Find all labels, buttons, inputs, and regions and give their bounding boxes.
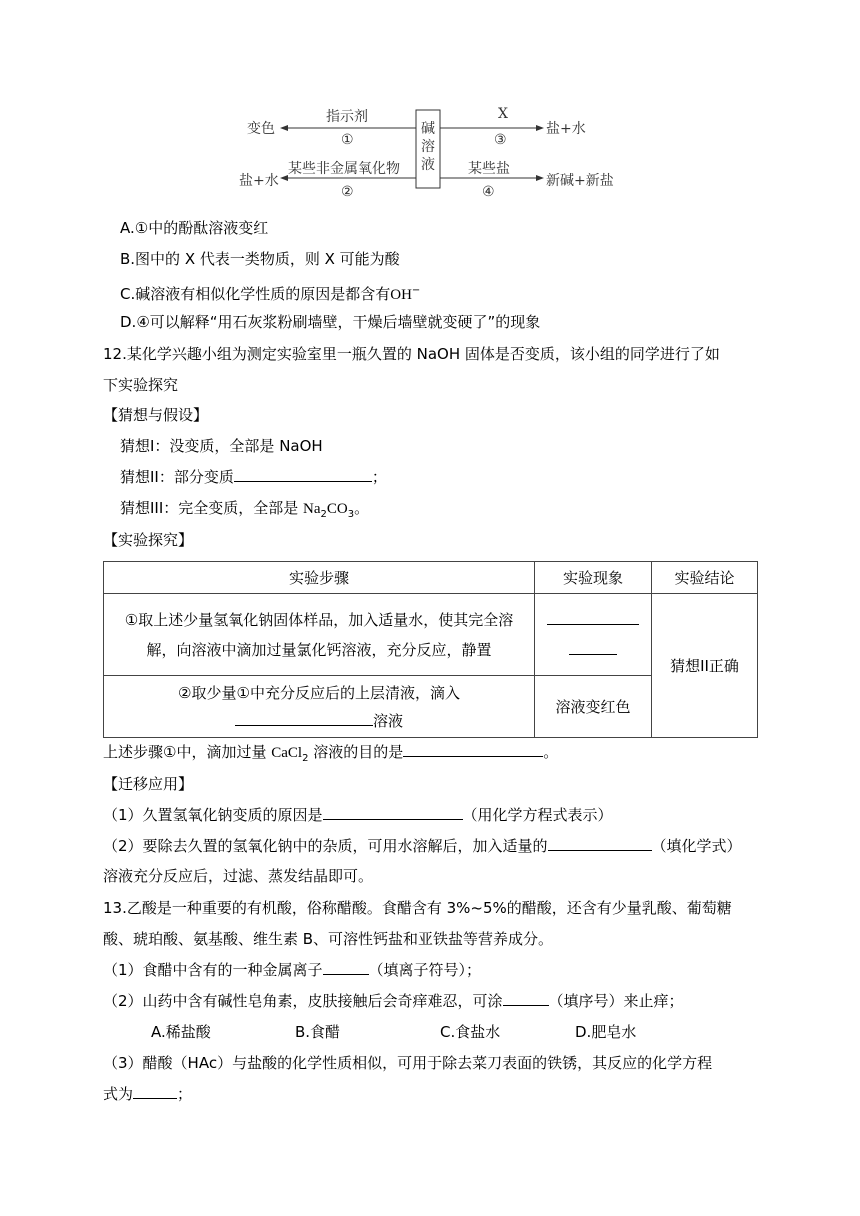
row1-step: ①取上述少量氢氧化钠固体样品，加入适量水，使其完全溶 解，向溶液中滴加过量氯化钙溶液，充分反应，静置	[104, 594, 535, 676]
q11-option-d: D.④可以解释“用石灰浆粉刷墙壁，干燥后墙壁就变硬了”的现象	[120, 313, 541, 331]
q13-sub-1: （1）食醋中含有的一种金属离子 （填离子符号）；	[103, 961, 482, 979]
label-indicator: 指示剂	[326, 109, 368, 125]
num-4: ④	[482, 184, 495, 200]
q13-stem-line2: 酸、琥珀酸、氨基酸、维生素 B、可溶性钙盐和亚铁盐等营养成分。	[103, 930, 554, 948]
base-properties-diagram	[230, 96, 630, 200]
q12-guess-3: 猜想III：完全变质，全部是 $Na_2CO_3$。	[120, 499, 370, 520]
q13-sub3-blank[interactable]	[133, 1084, 177, 1099]
q13-option-b: B.食醋	[295, 1023, 341, 1041]
q12-stem-line1: 12.某化学兴趣小组为测定实验室里一瓶久置的 NaOH 固体是否变质，该小组的同学进行了如	[103, 345, 720, 363]
q12-guess-1: 猜想I：没变质，全部是 NaOH	[120, 437, 323, 455]
q13-sub-2: （2）山药中含有碱性皂角素，皮肤接触后会奇痒难忍，可涂 （填序号）来止痒；	[103, 992, 684, 1010]
num-3: ③	[494, 132, 507, 148]
conclusion-cell: 猜想II正确	[652, 594, 758, 738]
q12-guess-2: 猜想II：部分变质 ；	[120, 468, 387, 486]
q13-sub-3-line2: 式为 ；	[103, 1085, 193, 1103]
num-2: ②	[341, 184, 354, 200]
table-row-1	[104, 594, 758, 676]
header-conclusion: 实验结论	[652, 562, 758, 594]
q12-apply2-blank[interactable]	[548, 836, 652, 851]
num-1: ①	[341, 132, 354, 148]
result-color-change: 变色	[247, 121, 275, 137]
row1-phenomenon	[535, 594, 652, 676]
q12-guess2-blank[interactable]	[234, 467, 372, 482]
result-salt-water-right: 盐+水	[546, 121, 586, 137]
q13-sub2-blank[interactable]	[503, 991, 549, 1006]
label-nonmetal-oxide: 某些非金属氧化物	[288, 161, 400, 177]
q13-option-d: D.肥皂水	[575, 1023, 637, 1041]
q11-option-b: B.图中的 X 代表一类物质，则 X 可能为酸	[120, 250, 400, 268]
q11-option-c: C.碱溶液有相似化学性质的原因是都含有OH−	[120, 285, 421, 303]
row2-phenomenon: 溶液变红色	[535, 676, 652, 738]
row2-step: ②取少量①中充分反应后的上层清液，滴入 溶液	[104, 676, 535, 738]
header-phenomenon: 实验现象	[535, 562, 652, 594]
label-some-salt: 某些盐	[468, 161, 510, 177]
q12-purpose-blank[interactable]	[403, 742, 543, 757]
result-new-base-salt: 新碱+新盐	[546, 173, 614, 189]
q12-stem-line2: 下实验探究	[103, 376, 179, 394]
q13-stem-line1: 13.乙酸是一种重要的有机酸，俗称醋酸。食醋含有 3%~5%的醋酸，还含有少量乳酸、葡萄糖	[103, 899, 732, 917]
row1-phen-blank-2[interactable]	[569, 640, 617, 655]
row1-phen-blank-1[interactable]	[547, 610, 639, 625]
q12-purpose: 上述步骤①中，滴加过量 CaCl$_2$ 溶液的目的是 。	[103, 743, 559, 764]
q12-guess-header: 【猜想与假设】	[103, 406, 209, 424]
q13-sub1-blank[interactable]	[323, 960, 369, 975]
header-steps: 实验步骤	[104, 562, 535, 594]
q13-option-c: C.食盐水	[440, 1023, 501, 1041]
q12-apply-2-line2: 溶液充分反应后，过滤、蒸发结晶即可。	[103, 867, 374, 885]
diagram-center-label: 碱 溶 液	[421, 121, 435, 173]
q13-option-a: A.稀盐酸	[151, 1023, 211, 1041]
q12-explore-header: 【实验探究】	[103, 531, 194, 549]
row2-reagent-blank[interactable]	[235, 711, 373, 726]
q12-apply-1: （1）久置氢氧化钠变质的原因是 （用化学方程式表示）	[103, 806, 613, 824]
q12-apply1-blank[interactable]	[323, 805, 463, 820]
table-header-row	[104, 562, 758, 594]
q13-sub-3-line1: （3）醋酸（HAc）与盐酸的化学性质相似，可用于除去菜刀表面的铁锈，其反应的化学方程	[103, 1054, 713, 1072]
q12-apply-header: 【迁移应用】	[103, 775, 194, 793]
q11-option-a: A.①中的酚酞溶液变红	[120, 219, 269, 237]
result-salt-water-left: 盐+水	[239, 173, 279, 189]
experiment-table	[103, 561, 758, 738]
q12-apply-2: （2）要除去久置的氢氧化钠中的杂质，可用水溶解后，加入适量的 （填化学式）	[103, 837, 742, 855]
label-x: X	[498, 106, 508, 122]
